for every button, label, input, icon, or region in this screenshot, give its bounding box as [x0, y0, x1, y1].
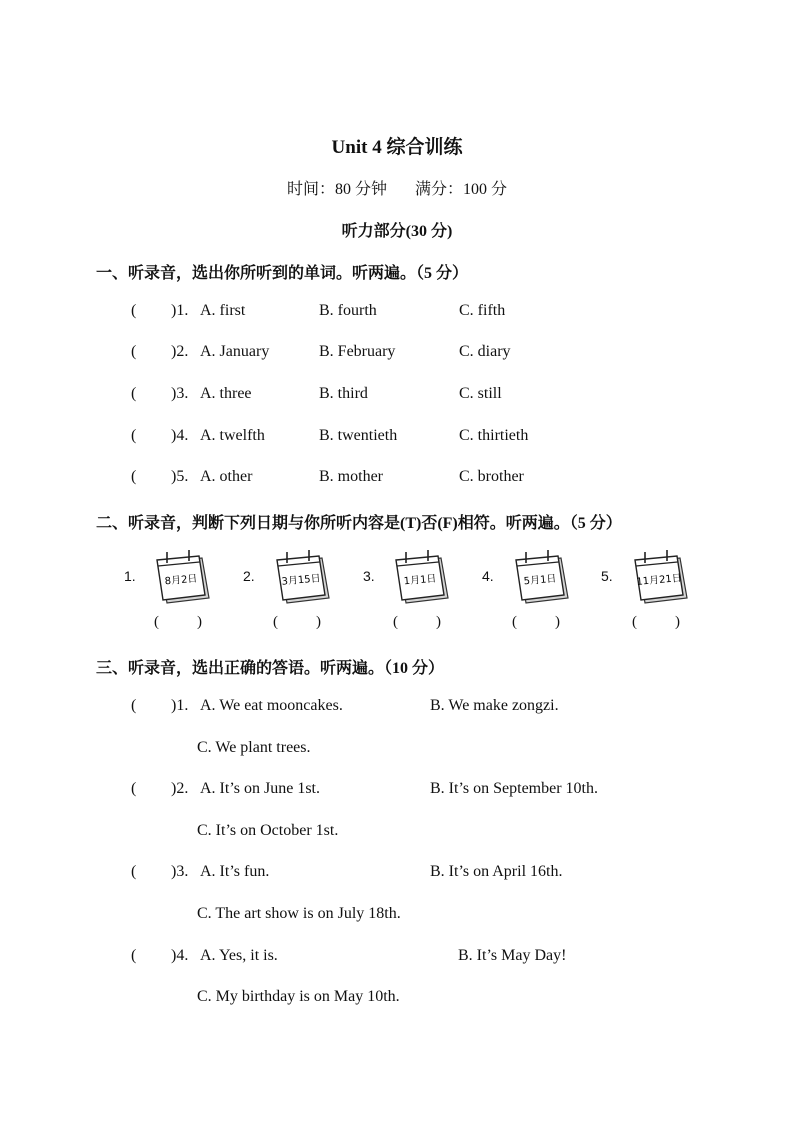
option-c: C. fifth	[459, 302, 506, 319]
question-number: )3.	[171, 385, 189, 402]
calendar-number: 2.	[243, 568, 255, 584]
option-c: C. My birthday is on May 10th.	[197, 988, 400, 1005]
option-c: C. It’s on October 1st.	[197, 822, 339, 839]
question-number: )1.	[171, 302, 189, 319]
answer-paren-open: (	[131, 343, 137, 360]
option-b: B. fourth	[319, 302, 377, 319]
option-c: C. thirtieth	[459, 427, 529, 444]
answer-paren-open: (	[131, 468, 137, 485]
question-number: )4.	[171, 947, 189, 964]
answer-blank: ( )	[154, 614, 202, 630]
option-b: B. We make zongzi.	[430, 697, 559, 714]
option-a: A. January	[200, 343, 270, 360]
page-title: Unit 4 综合训练	[331, 137, 463, 158]
option-a: A. It’s fun.	[200, 863, 270, 880]
answer-paren-open: (	[131, 427, 137, 444]
full-score: 满分：100 分	[415, 181, 508, 198]
question-row-c	[0, 739, 794, 763]
answer-paren-open: (	[131, 697, 137, 714]
option-a: A. twelfth	[200, 427, 265, 444]
section3-heading: 三、听录音，选出正确的答语。听两遍。（10 分）	[96, 660, 445, 677]
question-row-c	[0, 988, 794, 1012]
option-a: A. Yes, it is.	[200, 947, 278, 964]
calendar-number: 4.	[482, 568, 494, 584]
question-row	[0, 343, 794, 367]
question-row-c	[0, 905, 794, 929]
option-a: A. first	[200, 302, 246, 319]
answer-paren-open: (	[131, 385, 137, 402]
question-row	[0, 468, 794, 492]
option-b: B. twentieth	[319, 427, 398, 444]
option-a: A. other	[200, 468, 253, 485]
option-b: B. February	[319, 343, 396, 360]
calendar-number: 1.	[124, 568, 136, 584]
option-b: B. mother	[319, 468, 383, 485]
option-a: A. We eat mooncakes.	[200, 697, 343, 714]
question-row	[0, 385, 794, 409]
question-row	[0, 863, 794, 887]
option-c: C. We plant trees.	[197, 739, 311, 756]
option-b: B. It’s on April 16th.	[430, 863, 563, 880]
question-row	[0, 947, 794, 971]
calendar-date: 5月1日	[523, 573, 557, 588]
calendar-icon	[391, 548, 451, 610]
question-number: )3.	[171, 863, 189, 880]
calendar-number: 5.	[601, 568, 613, 584]
question-number: )2.	[171, 780, 189, 797]
section1-heading: 一、听录音，选出你所听到的单词。听两遍。（5 分）	[96, 265, 469, 282]
option-a: A. three	[200, 385, 252, 402]
answer-blank: ( )	[632, 614, 680, 630]
answer-blank: ( )	[512, 614, 560, 630]
calendar-icon	[152, 548, 212, 610]
question-row-c	[0, 822, 794, 846]
option-c: C. The art show is on July 18th.	[197, 905, 401, 922]
calendar-date: 8月2日	[164, 573, 198, 588]
calendar-number: 3.	[363, 568, 375, 584]
option-b: B. It’s May Day!	[458, 947, 567, 964]
question-number: )4.	[171, 427, 189, 444]
question-row	[0, 697, 794, 721]
question-row	[0, 780, 794, 804]
option-c: C. diary	[459, 343, 511, 360]
question-number: )5.	[171, 468, 189, 485]
question-number: )1.	[171, 697, 189, 714]
answer-paren-open: (	[131, 863, 137, 880]
option-a: A. It’s on June 1st.	[200, 780, 320, 797]
calendar-icon	[511, 548, 571, 610]
option-b: B. It’s on September 10th.	[430, 780, 598, 797]
option-b: B. third	[319, 385, 368, 402]
answer-paren-open: (	[131, 947, 137, 964]
question-number: )2.	[171, 343, 189, 360]
answer-blank: ( )	[273, 614, 321, 630]
listening-part-title: 听力部分(30 分)	[341, 223, 453, 240]
time-limit: 时间：80 分钟	[286, 181, 387, 198]
exam-info	[0, 176, 794, 199]
question-row	[0, 427, 794, 451]
calendar-date: 11月21日	[636, 573, 683, 588]
calendar-date: 3月15日	[281, 573, 322, 588]
answer-paren-open: (	[131, 780, 137, 797]
calendar-icon	[272, 548, 332, 610]
section2-heading: 二、听录音，判断下列日期与你所听内容是(T)否(F)相符。听两遍。（5 分）	[96, 515, 622, 532]
option-c: C. brother	[459, 468, 524, 485]
calendar-date: 1月1日	[403, 573, 437, 588]
answer-blank: ( )	[393, 614, 441, 630]
question-row	[0, 302, 794, 326]
answer-paren-open: (	[131, 302, 137, 319]
calendar-icon	[630, 548, 690, 610]
option-c: C. still	[459, 385, 502, 402]
